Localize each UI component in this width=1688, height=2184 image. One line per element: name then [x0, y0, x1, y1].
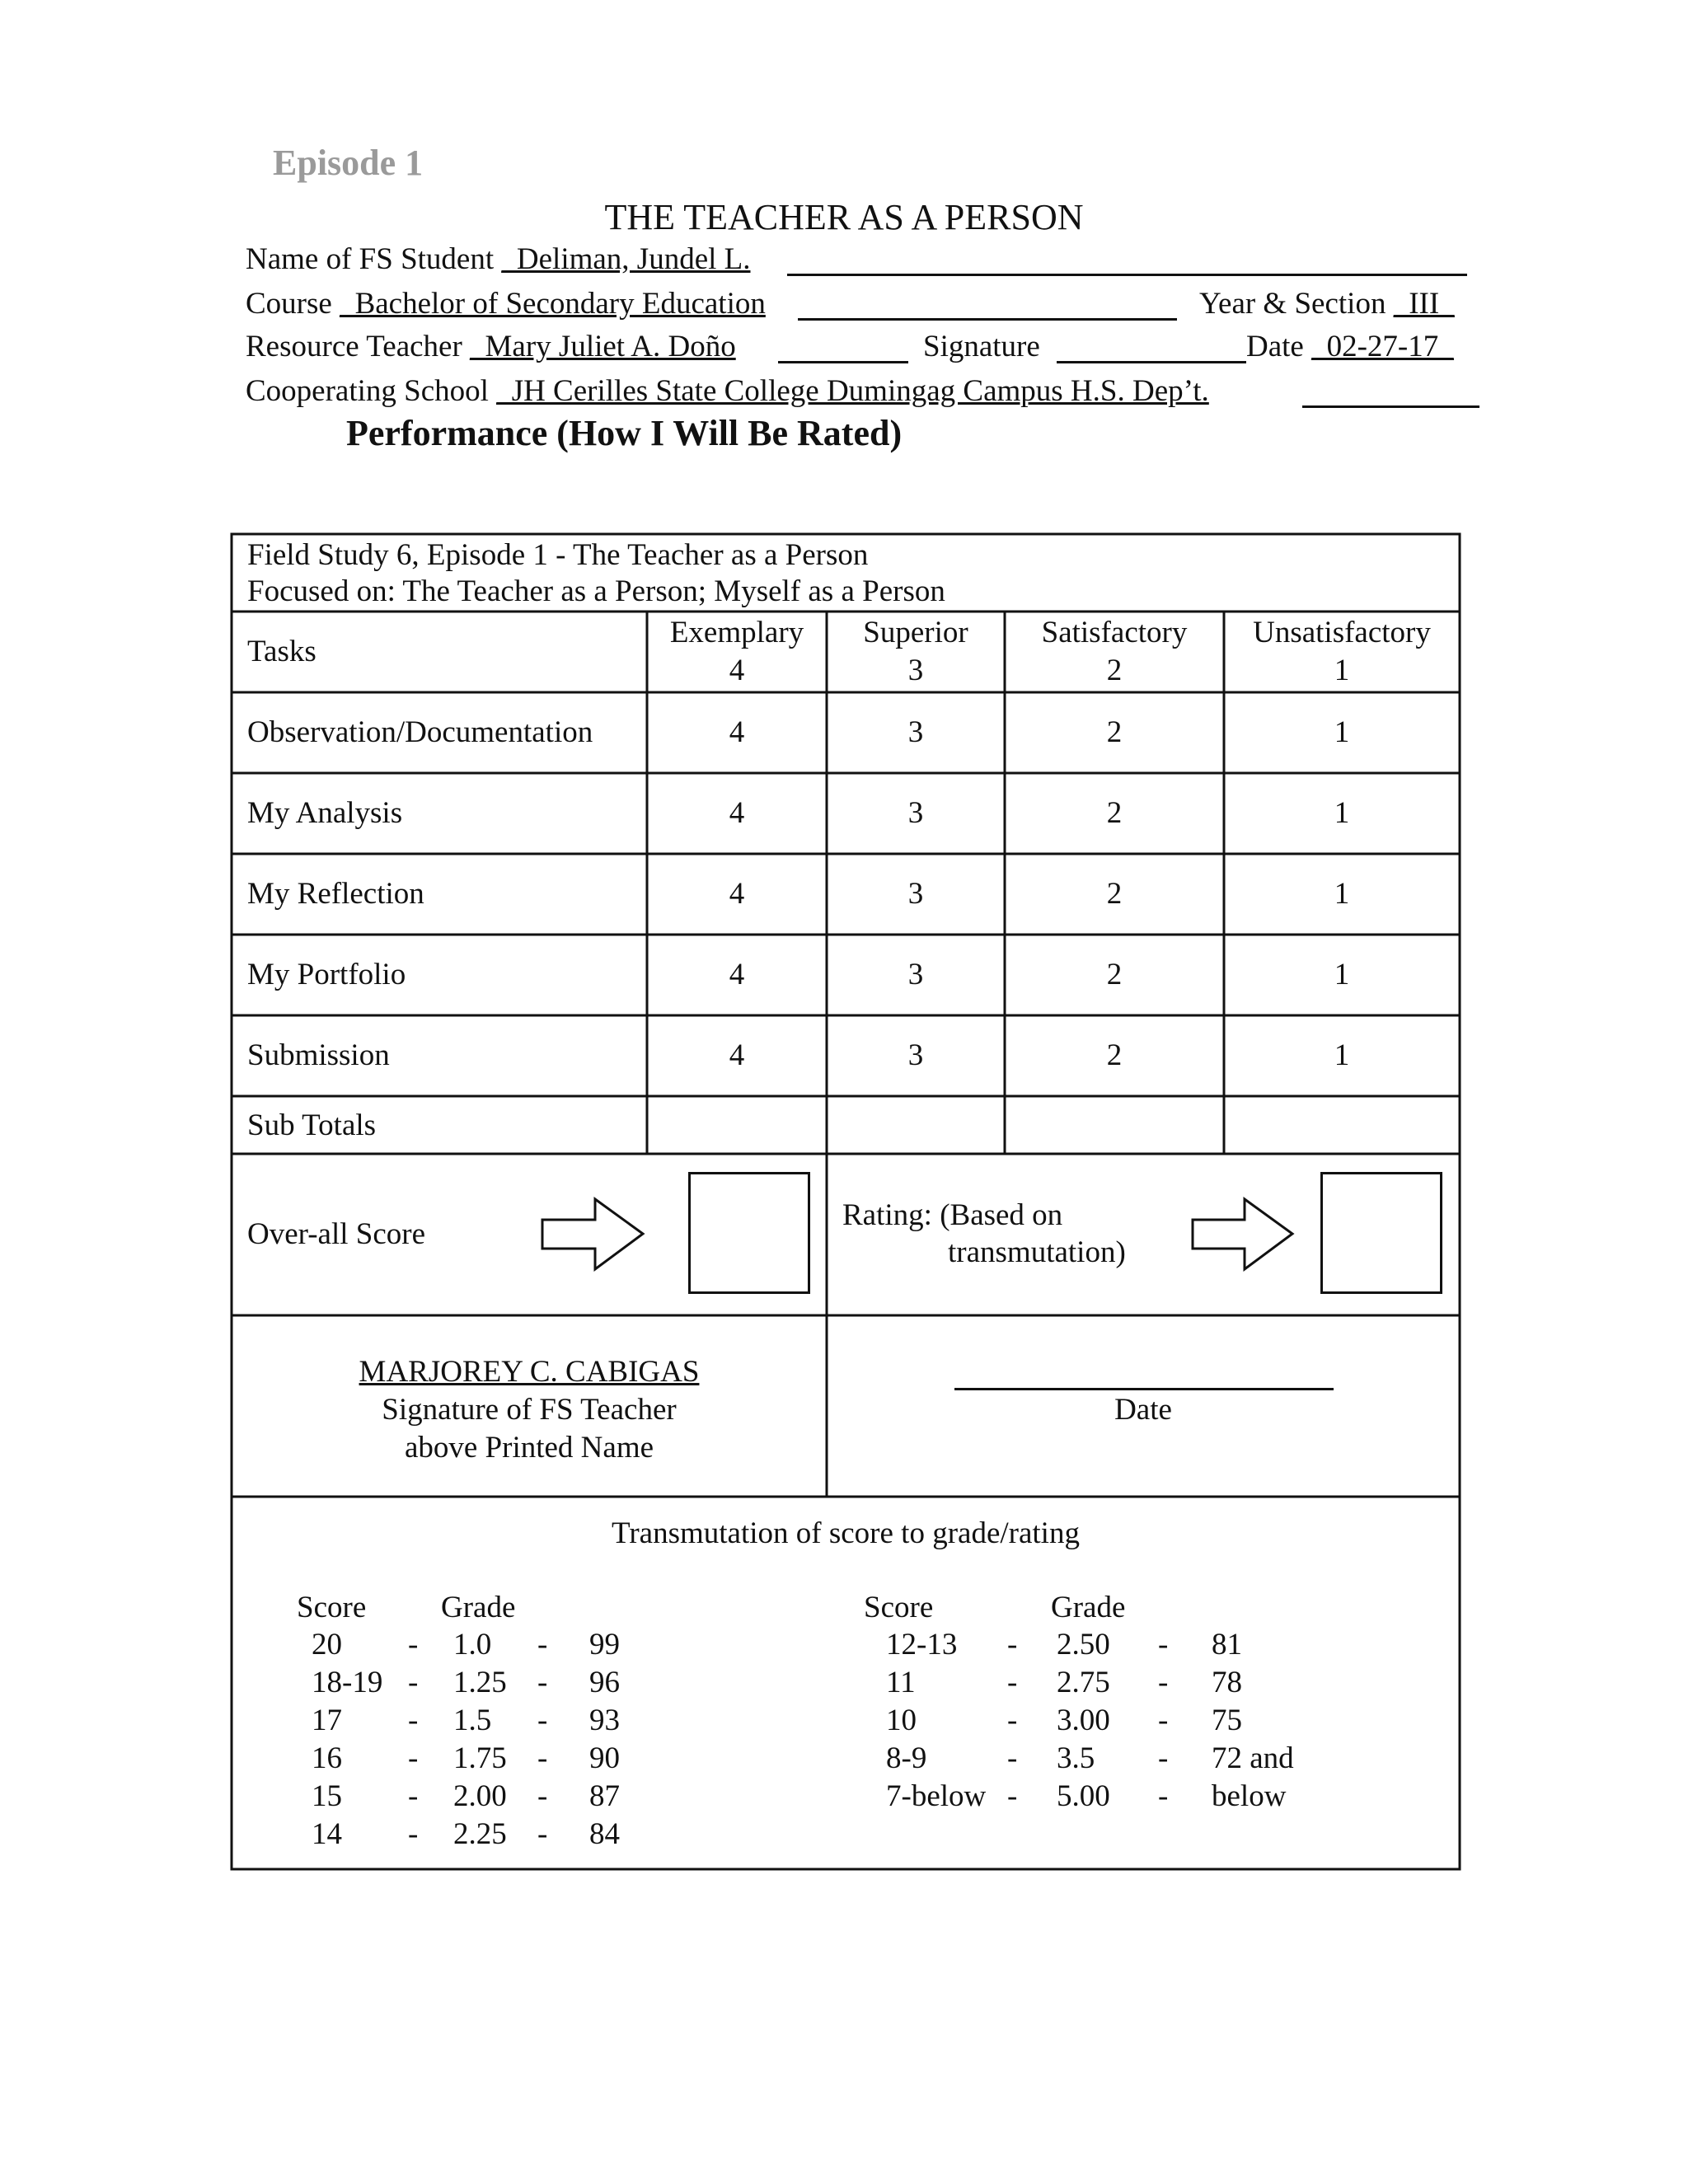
score-cell: 3 — [907, 715, 924, 749]
trans-score: 15 — [312, 1779, 342, 1813]
trans-score: 8-9 — [886, 1741, 927, 1775]
trans-grade: 2.50 — [1057, 1628, 1110, 1661]
transmutation-title: Transmutation of score to grade/rating — [612, 1516, 1080, 1550]
resource-label: Resource Teacher — [246, 330, 462, 363]
grade-header: Grade — [1051, 1591, 1126, 1624]
tasks-header: Tasks — [247, 635, 316, 668]
trans-grade: 1.5 — [453, 1704, 492, 1737]
task-label: My Portfolio — [247, 958, 406, 991]
trans-dash: - — [408, 1704, 419, 1737]
task-label: Observation/Documentation — [247, 715, 593, 749]
trans-score: 12-13 — [886, 1628, 958, 1661]
score-cell: 2 — [1106, 958, 1123, 991]
trans-dash: - — [1158, 1779, 1169, 1813]
trans-percent: 78 — [1212, 1666, 1242, 1699]
trans-score: 18-19 — [312, 1666, 383, 1699]
teacher-name: MARJOREY C. CABIGAS — [359, 1355, 700, 1389]
year-label: Year & Section — [1199, 287, 1386, 321]
trans-score: 10 — [886, 1704, 917, 1737]
trans-grade: 2.00 — [453, 1779, 507, 1813]
col-score: 4 — [729, 654, 745, 687]
trans-dash: - — [1158, 1741, 1169, 1775]
trans-percent: 81 — [1212, 1628, 1242, 1661]
trans-grade: 1.25 — [453, 1666, 507, 1699]
year-value: _III_ — [1393, 287, 1455, 321]
trans-percent: below — [1212, 1779, 1287, 1813]
col-exemplary — [647, 614, 827, 690]
date-label: Date — [1246, 330, 1304, 363]
trans-dash: - — [537, 1628, 548, 1661]
trans-grade: 1.0 — [453, 1628, 492, 1661]
task-label: Submission — [247, 1038, 390, 1072]
col-label: Superior — [863, 616, 968, 649]
rubric-title: Field Study 6, Episode 1 - The Teacher as a Person — [247, 538, 869, 572]
col-label: Satisfactory — [1041, 616, 1188, 649]
col-superior — [827, 614, 1005, 690]
col-label: Exemplary — [669, 616, 804, 649]
resource-value: _Mary Juliet A. Doño — [470, 330, 736, 363]
trans-score: 11 — [886, 1666, 916, 1699]
subtotals-label: Sub Totals — [247, 1108, 377, 1142]
score-cell: 3 — [907, 958, 924, 991]
trans-dash: - — [408, 1741, 419, 1775]
date-caption: Date — [1114, 1393, 1172, 1427]
trans-grade: 2.25 — [453, 1817, 507, 1851]
trans-percent: 84 — [589, 1817, 620, 1851]
trans-grade: 5.00 — [1057, 1779, 1110, 1813]
trans-grade: 3.00 — [1057, 1704, 1110, 1737]
school-value: _JH Cerilles State College Dumingag Campus H.S. Dep’t. — [496, 374, 1209, 408]
task-label: My Analysis — [247, 796, 403, 830]
col-score: 2 — [1106, 654, 1123, 687]
date-value: _02-27-17_ — [1311, 330, 1454, 363]
trans-dash: - — [1007, 1666, 1018, 1699]
course-value: _Bachelor of Secondary Education — [340, 287, 766, 321]
score-header: Score — [864, 1591, 934, 1624]
trans-score: 14 — [312, 1817, 342, 1851]
trans-dash: - — [1007, 1779, 1018, 1813]
score-cell: 1 — [1334, 715, 1350, 749]
trans-percent: 90 — [589, 1741, 620, 1775]
score-cell: 2 — [1106, 796, 1123, 830]
signature-label: Signature — [923, 330, 1040, 363]
score-cell: 1 — [1334, 1038, 1350, 1072]
score-cell: 2 — [1106, 1038, 1123, 1072]
score-header: Score — [297, 1591, 367, 1624]
arrow-right-icon — [1193, 1199, 1292, 1269]
col-unsatisfactory — [1224, 614, 1460, 690]
page-title: THE TEACHER AS A PERSON — [604, 197, 1084, 237]
trans-grade: 1.75 — [453, 1741, 507, 1775]
teacher-sig-caption2: above Printed Name — [404, 1431, 654, 1465]
score-cell: 3 — [907, 1038, 924, 1072]
col-score: 3 — [907, 654, 924, 687]
teacher-signature-block — [232, 1353, 827, 1467]
rubric-focus: Focused on: The Teacher as a Person; Myself as a Person — [247, 574, 945, 608]
score-cell: 4 — [729, 796, 745, 830]
col-label: Unsatisfactory — [1253, 616, 1431, 649]
trans-dash: - — [537, 1741, 548, 1775]
trans-percent: 93 — [589, 1704, 620, 1737]
trans-score: 7-below — [886, 1779, 987, 1813]
student-label: Name of FS Student — [246, 242, 495, 276]
score-cell: 1 — [1334, 958, 1350, 991]
score-cell: 4 — [729, 877, 745, 911]
trans-score: 20 — [312, 1628, 342, 1661]
score-cell: 3 — [907, 796, 924, 830]
trans-percent: 96 — [589, 1666, 620, 1699]
trans-dash: - — [408, 1817, 419, 1851]
rating-box[interactable] — [1320, 1172, 1442, 1294]
trans-dash: - — [1158, 1628, 1169, 1661]
grade-header: Grade — [441, 1591, 516, 1624]
trans-percent: 75 — [1212, 1704, 1242, 1737]
trans-dash: - — [1007, 1741, 1018, 1775]
trans-percent: 99 — [589, 1628, 620, 1661]
school-label: Cooperating School — [246, 374, 489, 408]
trans-dash: - — [408, 1628, 419, 1661]
course-label: Course — [246, 287, 332, 321]
trans-percent: 87 — [589, 1779, 620, 1813]
score-cell: 1 — [1334, 877, 1350, 911]
trans-grade: 2.75 — [1057, 1666, 1110, 1699]
student-value: _Deliman, Jundel L. — [501, 242, 751, 276]
trans-dash: - — [537, 1704, 548, 1737]
score-cell: 2 — [1106, 715, 1123, 749]
trans-dash: - — [537, 1817, 548, 1851]
trans-dash: - — [1007, 1628, 1018, 1661]
overall-score-label: Over-all Score — [247, 1217, 426, 1251]
trans-dash: - — [408, 1666, 419, 1699]
score-cell: 3 — [907, 877, 924, 911]
trans-grade: 3.5 — [1057, 1741, 1095, 1775]
trans-dash: - — [537, 1666, 548, 1699]
trans-dash: - — [408, 1779, 419, 1813]
arrow-right-icon — [542, 1199, 643, 1269]
trans-percent: 72 and — [1212, 1741, 1294, 1775]
rating-label-cont: transmutation) — [948, 1235, 1126, 1269]
score-cell: 4 — [729, 715, 745, 749]
trans-dash: - — [1158, 1666, 1169, 1699]
score-cell: 1 — [1334, 796, 1350, 830]
col-satisfactory — [1005, 614, 1224, 690]
performance-heading: Performance (How I Will Be Rated) — [346, 413, 903, 453]
trans-score: 17 — [312, 1704, 342, 1737]
overall-score-box[interactable] — [688, 1172, 810, 1294]
trans-dash: - — [1007, 1704, 1018, 1737]
episode-label: Episode 1 — [273, 143, 424, 183]
score-cell: 2 — [1106, 877, 1123, 911]
trans-score: 16 — [312, 1741, 342, 1775]
task-label: My Reflection — [247, 877, 424, 911]
trans-dash: - — [537, 1779, 548, 1813]
date-signature-line — [954, 1388, 1334, 1390]
teacher-sig-caption: Signature of FS Teacher — [382, 1393, 677, 1427]
score-cell: 4 — [729, 958, 745, 991]
rating-label: Rating: (Based on — [842, 1198, 1063, 1232]
trans-dash: - — [1158, 1704, 1169, 1737]
score-cell: 4 — [729, 1038, 745, 1072]
col-score: 1 — [1334, 654, 1350, 687]
